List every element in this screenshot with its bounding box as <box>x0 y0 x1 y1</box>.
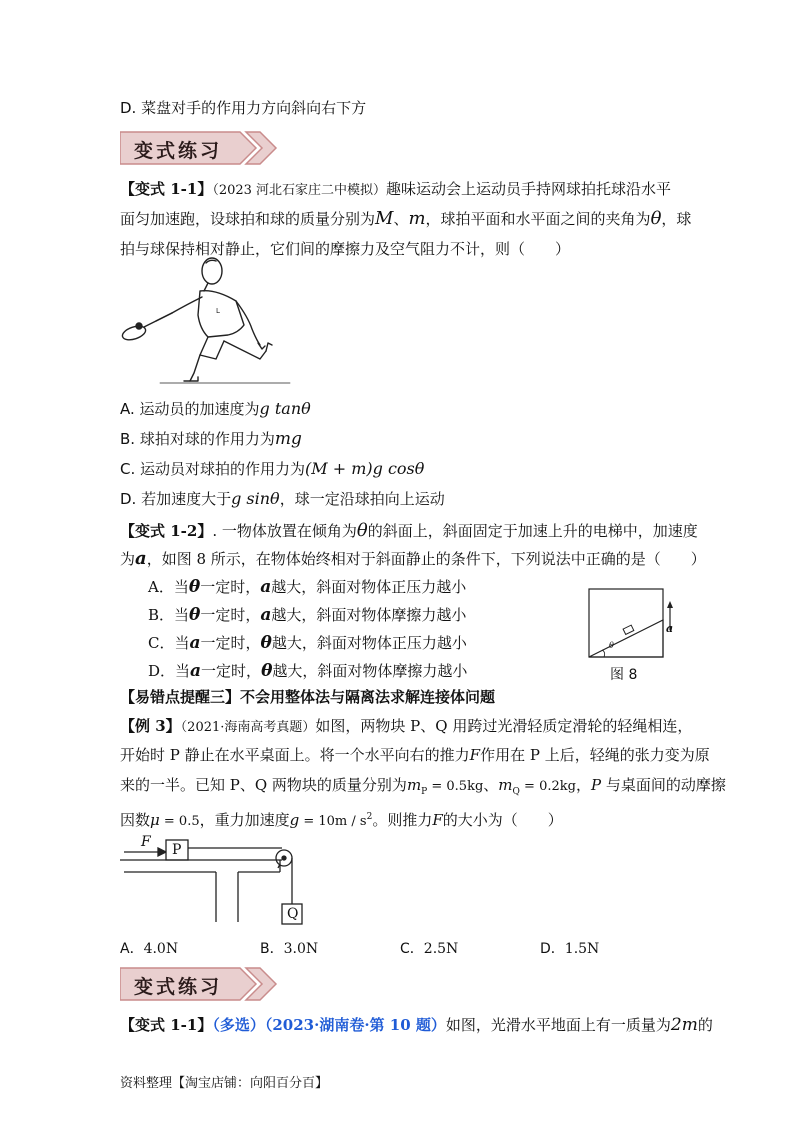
opt-value: 3.0N <box>283 941 319 957</box>
ex3-text2a: 开始时 P 静止在水平桌面上。将一个水平向右的推力 <box>120 746 470 764</box>
svg-text:L: L <box>216 307 220 315</box>
v3-tag: 【变式 1-1】 <box>120 1016 213 1034</box>
ex3-tag: 【例 3】 <box>120 717 181 735</box>
option-c-text: C. 运动员对球拍的作用力为 <box>120 460 306 478</box>
opt-var2: a <box>260 605 272 625</box>
ex3-option-a <box>120 938 178 958</box>
opt-suffix: 越大，斜面对物体正压力越小 <box>271 634 467 652</box>
opt-label: A． <box>120 941 144 957</box>
var-mq: m <box>498 776 513 794</box>
var-mp: m <box>406 776 422 794</box>
ex3-line4 <box>120 806 563 833</box>
runner-with-racket-figure <box>120 255 300 390</box>
option-d-text: D. 若加速度大于 <box>120 490 232 508</box>
fig-F-label: F <box>141 834 151 850</box>
opt-prefix: D．当 <box>148 662 191 680</box>
option-a-math: g tanθ <box>259 399 311 418</box>
opt-mid: 一定时， <box>201 662 262 680</box>
ex3-option-d <box>540 938 599 958</box>
var-g: g <box>289 811 300 829</box>
fig8-theta: θ <box>609 641 614 650</box>
section-title: 【易错点提醒三】不会用整体法与隔离法求解连接体问题 <box>120 688 496 706</box>
opt-var1: θ <box>188 577 201 597</box>
var-P: P <box>590 776 602 794</box>
opt-suffix: 越大，斜面对物体正压力越小 <box>271 578 467 596</box>
fig-P-label: P <box>172 842 182 858</box>
fig8-caption: 图 8 <box>610 667 638 683</box>
banner-label: 变式练习 <box>134 140 223 162</box>
ex3-text4a: 因数 <box>120 811 151 829</box>
v1-text1: 趣味运动会上运动员手持网球拍托球沿水平 <box>386 180 672 198</box>
v2-option-a <box>148 576 466 598</box>
opt-prefix: C．当 <box>148 634 190 652</box>
opt-label: B． <box>260 941 284 957</box>
v2-option-c <box>148 632 467 654</box>
v3-line1 <box>120 1014 713 1036</box>
sep: 、 <box>483 776 499 794</box>
mq-value: = 0.2kg <box>519 779 576 794</box>
opt-label: C． <box>400 941 424 957</box>
option-d-suffix: ，球一定沿球拍向上运动 <box>279 490 445 508</box>
v2-tag: 【变式 1-2】 <box>120 522 213 540</box>
opt-value: 4.0N <box>143 941 179 957</box>
fig-Q-label: Q <box>287 906 299 922</box>
ex3-text4d: 的大小为（ ） <box>442 811 563 829</box>
var-mp-sub: P <box>421 787 428 797</box>
g-exp: 2 <box>366 812 373 822</box>
ex3-text3c: 与桌面间的动摩擦 <box>601 776 726 794</box>
banner-practice-2 <box>120 966 280 1002</box>
banner-label: 变式练习 <box>134 976 223 998</box>
ex3-option-c <box>400 938 458 958</box>
v2-text2a: 为 <box>120 550 136 568</box>
var-theta: θ <box>650 208 662 229</box>
v2-text2b: ，如图 8 所示，在物体始终相对于斜面静止的条件下，下列说法中正确的是（ ） <box>146 550 706 568</box>
mp-value: = 0.5kg <box>427 779 484 794</box>
ex3-line1 <box>120 715 692 739</box>
opt-var1: a <box>190 661 202 681</box>
var-m: m <box>408 208 426 229</box>
option-d-math: g sinθ <box>231 489 280 508</box>
figure-8-elevator-incline <box>588 588 678 660</box>
opt-suffix: 越大，斜面对物体摩擦力越小 <box>272 662 468 680</box>
option-a-text: A. 运动员的加速度为 <box>120 400 260 418</box>
ex3-text3a: 来的一半。已知 P、Q 两物块的质量分别为 <box>120 776 407 794</box>
opt-var1: θ <box>189 605 201 625</box>
v1-text2b: ，球拍平面和水平面之间的夹角为 <box>425 210 651 228</box>
ex3-text2b: 作用在 P 上后，轻绳的张力变为原 <box>480 746 710 764</box>
opt-label: D． <box>540 941 565 957</box>
v1-text2a: 面匀加速跑，设球拍和球的质量分别为 <box>120 210 376 228</box>
v2-line2 <box>120 548 706 570</box>
v2-option-d <box>148 660 467 682</box>
v3-source: （2023·湖南卷·第 10 题） <box>264 1016 446 1034</box>
opt-mid: 一定时， <box>200 634 261 652</box>
v3-text1: 如图，光滑水平地面上有一质量为 <box>445 1016 671 1034</box>
opt-value: 2.5N <box>423 941 459 957</box>
ex3-line2 <box>120 744 710 766</box>
fig8-a: a <box>666 622 674 635</box>
var-F: F <box>432 811 443 829</box>
top-option-d: D. 菜盘对手的作用力方向斜向右下方 <box>120 99 367 117</box>
opt-var2: θ <box>261 661 273 681</box>
option-c-math: (M + m)g cosθ <box>305 459 425 478</box>
var-F: F <box>469 746 481 764</box>
sep: 、 <box>393 210 409 228</box>
ex3-source: （2021·海南高考真题） <box>180 720 316 735</box>
footer-note: 资料整理【淘宝店铺：向阳百分百】 <box>120 1076 329 1091</box>
var-mq-sub: Q <box>512 787 520 797</box>
v1-option-a <box>120 398 311 420</box>
option-b-math: mg <box>274 429 302 449</box>
opt-var1: a <box>189 633 201 653</box>
v2-line1 <box>120 520 698 542</box>
v1-option-b <box>120 428 302 450</box>
ex3-option-b <box>260 938 318 958</box>
v3-multi: （多选） <box>212 1016 265 1034</box>
var-a: a <box>135 548 147 569</box>
opt-var2: θ <box>260 633 272 653</box>
v1-text2c: ，球 <box>661 210 692 228</box>
var-mu: μ <box>150 811 160 829</box>
mu-value: = 0.5 <box>159 814 200 829</box>
opt-var2: a <box>260 577 272 597</box>
v3-text1b: 的 <box>697 1016 713 1034</box>
v1-line1 <box>120 178 671 202</box>
g-value: = 10m / s <box>299 814 367 829</box>
var-M: M <box>375 208 394 229</box>
v1-source: （2023 河北石家庄二中模拟） <box>212 183 387 198</box>
v2-text1a: . 一物体放置在倾角为 <box>212 522 357 540</box>
v1-line3: 拍与球保持相对静止，它们间的摩擦力及空气阻力不计，则（ ） <box>120 240 571 258</box>
var-theta: θ <box>356 520 368 541</box>
var-2m: 2m <box>670 1015 698 1035</box>
v1-option-d <box>120 488 445 510</box>
opt-mid: 一定时， <box>200 606 261 624</box>
opt-value: 1.5N <box>564 941 600 957</box>
option-b-text: B. 球拍对球的作用力为 <box>120 430 275 448</box>
ex3-text4b: ，重力加速度 <box>199 811 290 829</box>
opt-prefix: B．当 <box>148 606 190 624</box>
opt-mid: 一定时， <box>200 578 261 596</box>
ex3-line3 <box>120 774 726 803</box>
ex3-text4c: 。则推力 <box>372 811 433 829</box>
banner-practice <box>120 130 280 166</box>
opt-prefix: A．当 <box>148 578 189 596</box>
v1-line2 <box>120 208 691 230</box>
v1-tag: 【变式 1-1】 <box>120 180 213 198</box>
ex3-text3b: ， <box>575 776 591 794</box>
ex3-text1: 如图，两物块 P、Q 用跨过光滑轻质定滑轮的轻绳相连， <box>315 717 693 735</box>
v1-option-c <box>120 458 424 480</box>
opt-suffix: 越大，斜面对物体摩擦力越小 <box>271 606 467 624</box>
v2-option-b <box>148 604 466 626</box>
v2-text1b: 的斜面上，斜面固定于加速上升的电梯中，加速度 <box>367 522 698 540</box>
